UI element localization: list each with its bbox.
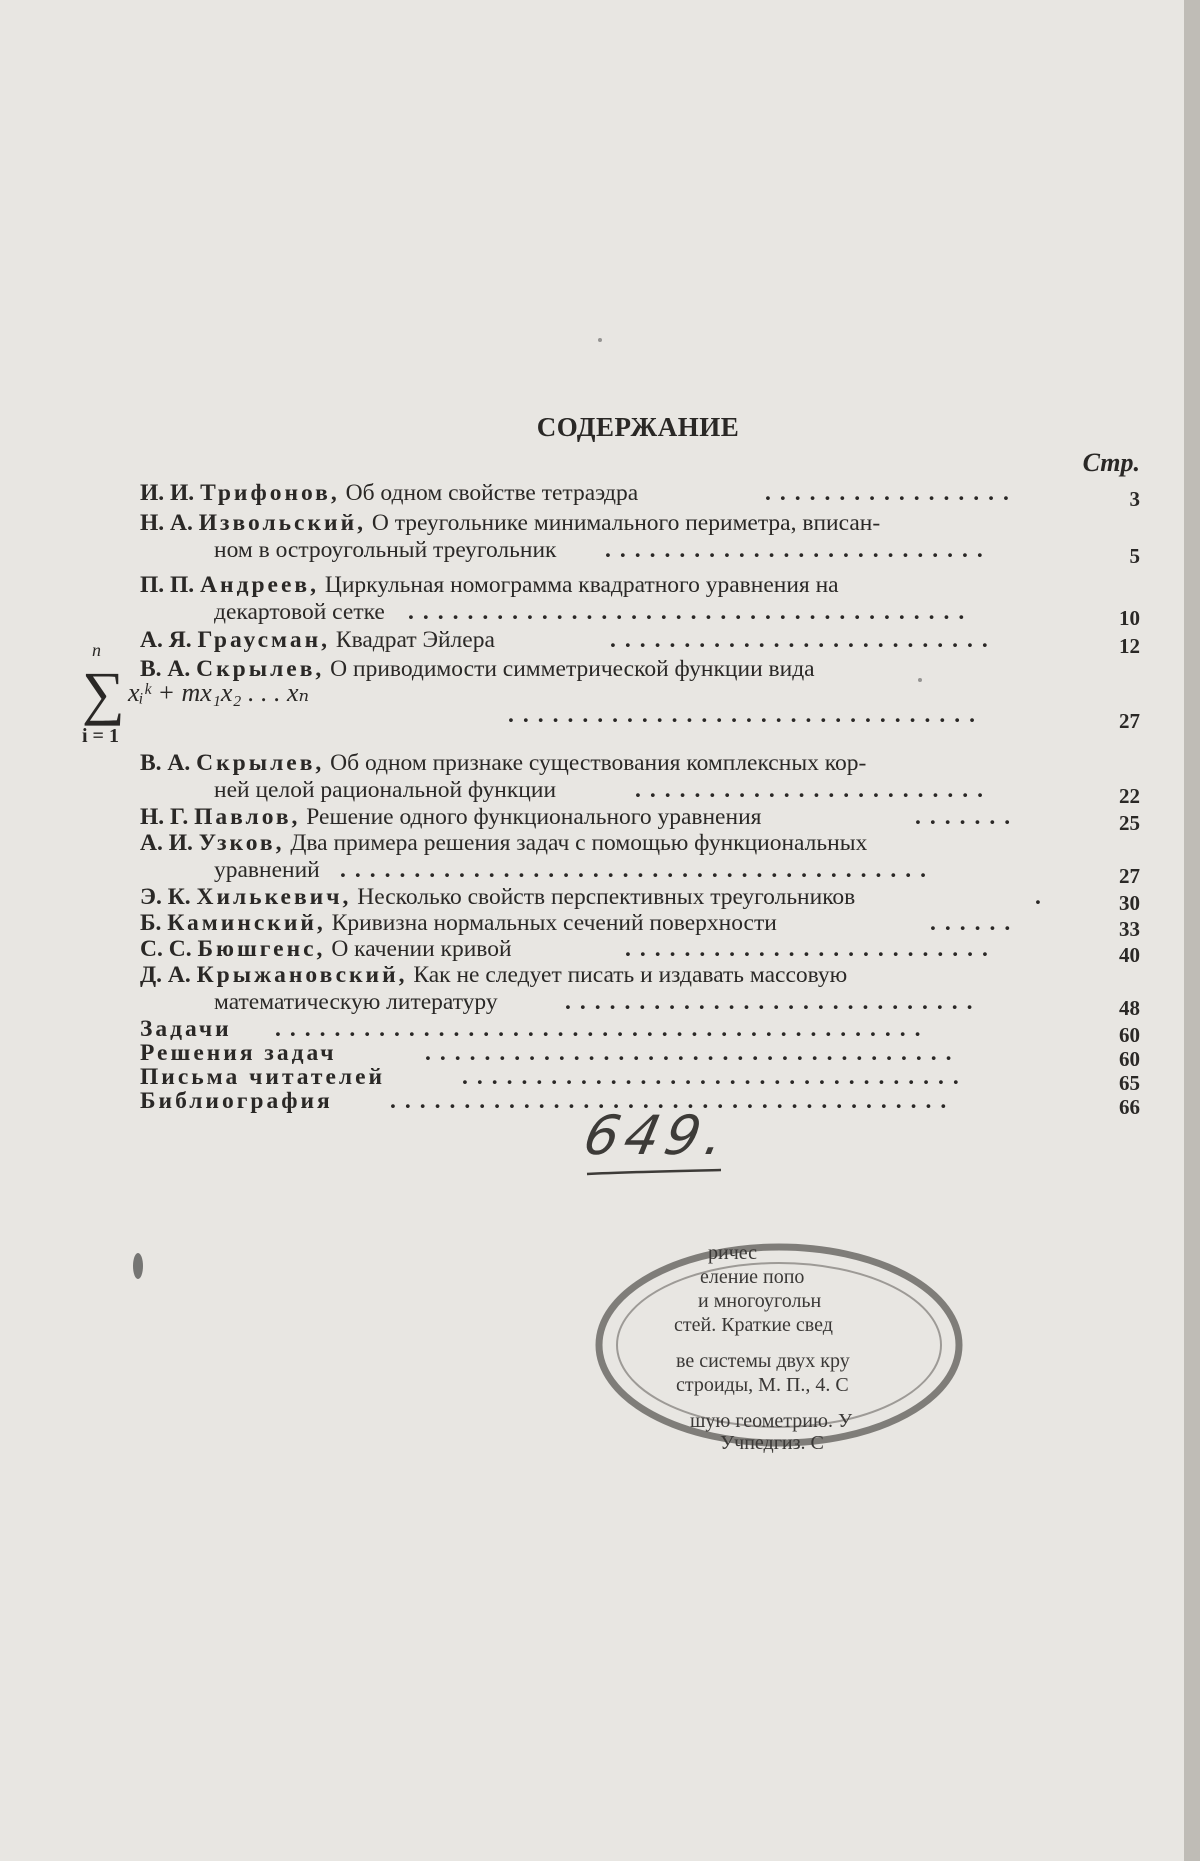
entry-author: Решения задач: [140, 1040, 337, 1066]
stamp-text-line: стей. Краткие свед: [674, 1314, 833, 1336]
entry-initials: А. Я.: [140, 627, 192, 653]
entry-initials: И. И.: [140, 480, 195, 506]
toc-entry-continuation: [140, 597, 1140, 630]
leader-dots: ......................................: [390, 1088, 956, 1114]
entry-page: 27: [1119, 709, 1140, 733]
leader-dots: .................: [765, 480, 1018, 506]
leader-dots: ......................................: [408, 599, 974, 625]
library-stamp: [590, 1238, 968, 1452]
entry-title: Как не следует писать и издавать массовую: [413, 962, 848, 988]
entry-initials: А. И.: [140, 830, 193, 856]
entry-title: Два примера решения задач с помощью функциональных: [290, 830, 868, 856]
entry-author: Хилькевич,: [196, 884, 352, 910]
entry-initials: В. А.: [140, 750, 191, 776]
leader-dots: ..................................: [462, 1064, 968, 1090]
toc-entry-continuation: [140, 987, 1140, 1020]
entry-title: Кривизна нормальных сечений поверхности: [331, 910, 777, 936]
stamp-text-line: ричес: [708, 1242, 758, 1264]
entry-page: 40: [1119, 943, 1140, 967]
leader-dots: ........................................: [340, 857, 935, 883]
entry-title: О приводимости симметрической функции вида: [330, 656, 815, 682]
entry-title: Решение одного функционального уравнения: [306, 804, 762, 830]
entry-page: 65: [1119, 1071, 1140, 1095]
entry-author: Граусман,: [197, 627, 331, 653]
toc-entry-continuation: [140, 775, 1140, 808]
stamp-text-line: шую геометрию. У: [690, 1410, 853, 1432]
leader-dots: ......: [930, 910, 1020, 936]
stamp-text-line: еление попо: [700, 1266, 805, 1288]
sum-symbol: ∑: [82, 660, 125, 726]
toc-entry: [140, 960, 1140, 990]
leader-dots: ............................................: [275, 1016, 930, 1042]
entry-author: Андреев,: [200, 572, 319, 598]
entry-page: 33: [1119, 917, 1140, 941]
toc-entry-continuation: [140, 855, 1140, 888]
ink-speck: [133, 1253, 143, 1279]
handwritten-number: 649.: [578, 1104, 736, 1167]
entry-page: 30: [1119, 891, 1140, 915]
entry-author: Каминский,: [167, 910, 326, 936]
entry-initials: С. С.: [140, 936, 192, 962]
handwritten-underline: [585, 1168, 725, 1182]
entry-page: 27: [1119, 864, 1140, 888]
toc-entry: [140, 748, 1140, 778]
stamp-text-line: строиды, М. П., 4. С: [676, 1374, 849, 1396]
entry-page: 48: [1119, 996, 1140, 1020]
toc-entry: [140, 625, 1140, 658]
stamp-text-line: ве системы двух кру: [676, 1350, 850, 1372]
entry-title: Квадрат Эйлера: [335, 627, 495, 653]
leader-dots: ........................: [635, 777, 992, 803]
entry-initials: П. П.: [140, 572, 195, 598]
entry-title: Об одном свойстве тетраэдра: [345, 480, 639, 506]
entry-title-cont: ном в остроугольный треугольник: [214, 537, 557, 563]
sum-upper-limit: n: [92, 640, 101, 660]
leader-dots: ..........................: [605, 537, 992, 563]
leader-dots: .........................: [625, 936, 997, 962]
entry-page: 5: [1129, 544, 1140, 568]
entry-author: Узков,: [198, 830, 285, 856]
entry-initials: Н. Г.: [140, 804, 189, 830]
entry-initials: Д. А.: [140, 962, 191, 988]
ink-speck: [918, 678, 922, 682]
entry-title: О треугольнике минимального периметра, вписан-: [371, 510, 881, 536]
stamp-text-line: Учпедгиз. С: [720, 1432, 824, 1454]
sum-lower-limit: i = 1: [82, 725, 119, 747]
entry-author: Скрылев,: [196, 656, 325, 682]
entry-author: Задачи: [140, 1016, 232, 1042]
entry-author: Трифонов,: [200, 480, 340, 506]
ink-speck: [598, 338, 602, 342]
leader-dots: ..........................: [610, 627, 997, 653]
entry-author: Извольский,: [198, 510, 366, 536]
entry-initials: В. А.: [140, 656, 191, 682]
formula-expression: xᵢᵏ + mx₁x₂ . . . xₙ: [128, 678, 310, 707]
page-column-label: Стр.: [1082, 448, 1140, 477]
entry-page: 10: [1119, 606, 1140, 630]
entry-page: 25: [1119, 811, 1140, 835]
toc-entry: [140, 478, 1140, 511]
entry-title-cont: декартовой сетке: [214, 599, 385, 625]
toc-entry: [140, 828, 1140, 858]
contents-heading: СОДЕРЖАНИЕ: [536, 412, 740, 442]
entry-page: 66: [1119, 1095, 1140, 1119]
entry-page: 22: [1119, 784, 1140, 808]
leader-dots: .......: [915, 804, 1020, 830]
toc-entry: [140, 570, 1140, 600]
entry-page: 12: [1119, 634, 1140, 658]
leader-dots: ............................: [565, 989, 982, 1015]
stamp-text-line: и многоугольн: [698, 1290, 822, 1312]
entry-page: 60: [1119, 1047, 1140, 1071]
entry-initials: Э. К.: [140, 884, 191, 910]
entry-title: О качении кривой: [331, 936, 512, 962]
entry-title: Об одном признаке существования комплексных кор-: [330, 750, 867, 776]
page-edge: [1184, 0, 1200, 1861]
entry-initials: Б.: [140, 910, 162, 936]
leader-dots: ................................: [508, 702, 984, 728]
toc-entry: [140, 508, 1140, 538]
entry-author: Бюшгенс,: [197, 936, 326, 962]
entry-title: Циркульная номограмма квадратного уравнения на: [324, 572, 839, 598]
entry-author: Скрылев,: [196, 750, 325, 776]
entry-author: Письма читателей: [140, 1064, 386, 1090]
toc-entry-continuation: [140, 535, 1140, 568]
entry-initials: Н. А.: [140, 510, 193, 536]
entry-title-cont: ней целой рациональной функции: [214, 777, 557, 803]
entry-author: Крыжановский,: [196, 962, 408, 988]
entry-author: Библиография: [140, 1088, 333, 1114]
entry-title-cont: уравнений: [214, 857, 320, 883]
entry-author: Павлов,: [194, 804, 301, 830]
leader-dots: ....................................: [425, 1040, 961, 1066]
entry-title-cont: математическую литературу: [214, 989, 498, 1015]
leader-dots: .: [1035, 884, 1050, 910]
entry-title: Несколько свойств перспективных треугольников: [357, 884, 856, 910]
entry-page: 60: [1119, 1023, 1140, 1047]
entry-page: 3: [1129, 487, 1140, 511]
